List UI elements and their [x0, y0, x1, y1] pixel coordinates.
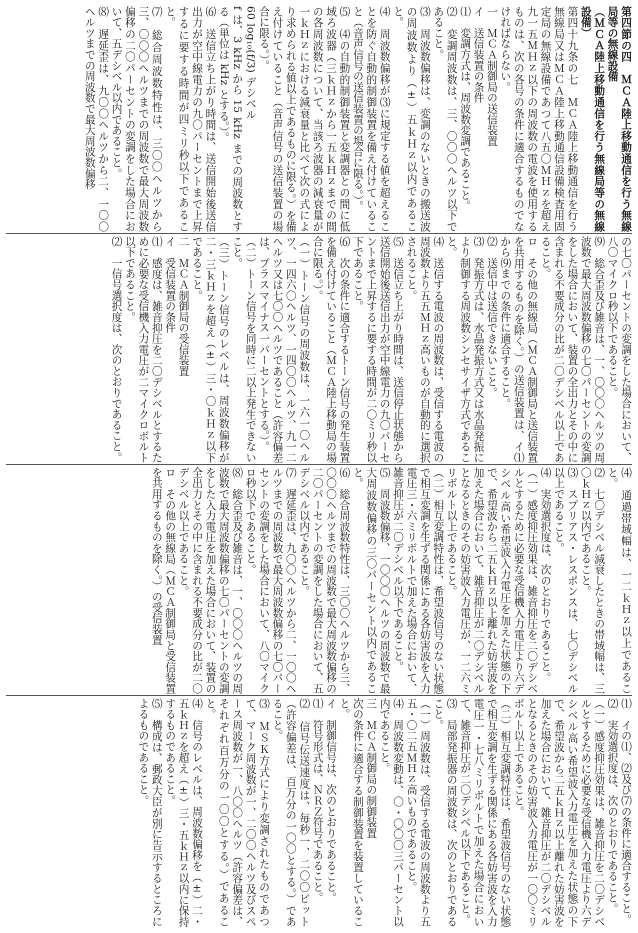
paragraph: 三 ＭＣＡ制御局の制御装置 [365, 698, 378, 839]
paragraph: ⑼ 総合歪及び雑音は、一、〇〇〇ヘルツの周波数で最大周波数偏移の七〇パーセントの変調をした場合において、装置の全出力とその中に含まれる不要成分の比が二〇デシベル以上であること。 [539, 236, 606, 463]
paragraph: ⑸ 構成は、郵政大臣が別に告示するところによるものであること。 [137, 698, 163, 927]
tier-3-text [6, 467, 632, 694]
paragraph: ⑸ 周波数偏移、一〇〇〇ヘルツの周波数で最大周波数偏移の三〇パーセント以内であること。 [351, 467, 391, 694]
paragraph: ⑵ 信号伝送速度は、毎秒一、二〇〇ビット（許容偏差は、百万分の一〇〇とする。）であること。 [271, 698, 311, 927]
text-tier-2 [6, 236, 632, 463]
paragraph: （三）トーン信号のレベルは、周波数偏移が二・三ｋＨｚを超え（±）三・〇ｋＨｚ以下であること。 [191, 236, 230, 463]
paragraph: f は、3 kHz から 15 kHz までの周波数とする（単位は kHz とする。）。 [217, 6, 244, 232]
paragraph: ⑺ 総合周波数特性は、三〇〇ヘルツから三、〇〇〇ヘルツまでの周波数で最大周波数偏移の二〇パーセントの変調をした場合において、五デシベル以内であること。 [110, 6, 163, 232]
paragraph: ⑺ 遅延歪は、九〇〇ヘルツから二、一〇〇ヘルツまでの周波数で最大周波数偏移の七〇パーセントの変調をした場合において、八〇マイクロ秒以下であること。 [244, 467, 297, 694]
paragraph: ⑷ 送信する電波の周波数は、受信する電波の周波数より五五ＭＨｚ高いものが自動的に選択されること。 [405, 236, 445, 463]
paragraph: （一）トーン信号の周波数は、一六一〇ヘルツ、一四六〇ヘルツ、一四〇〇ヘルツ、九一二ヘルツ又は七〇〇ヘルツであること（許容偏差は、プラスマイナス一パーセントとする。）。 [258, 236, 311, 463]
tier-4-text [6, 698, 632, 927]
paragraph: ⑵ 七〇デシベル減衰したときの帯域幅は、三〇ｋＨｚ以内であること。 [579, 467, 606, 694]
paragraph: イ 制御信号は、次のとおりであること。 [325, 698, 338, 904]
paragraph: ⑷ 実効選択度は、次のとおりであること。 [539, 467, 552, 683]
paragraph: （一）感度抑圧効果は、雑音抑圧を二〇デシベルとするために必要な受信機入力電圧より六デシベル高い希望波入力電圧を加えた状態の下で、希望波から二五ｋＨｚ以上離れた妨害波を加えた場合において、雑音抑圧が二〇デシベルとなるときのその妨害波入力電圧が一〇〇ミリボルト以上であること。 [512, 698, 606, 927]
paragraph: の七〇パーセントの変調をした場合において、八〇マイクロ秒以下であること。 [606, 236, 632, 463]
tier-divider [6, 233, 632, 234]
paragraph: ⑴ 感度は、雑音抑圧を二〇デシベルとするために必要な受信機入力電圧が二マイクロボルト以下であること。 [123, 236, 163, 463]
paragraph: （二）相互変調特性は、希望波信号のない状態で相互変調を生ずる関係にある各妨害波を入力電圧一・七八ミリボルトで加えた場合において、雑音抑圧が二〇デシベル以下であること。 [459, 698, 512, 927]
paragraph: （二）相互変調特性は、希望波信号のない状態で相互変調を生ずる関係にある各妨害波を入力電圧三・六ミリボルトで加えた場合において、雑音抑圧が二〇デシベル以下であること。 [392, 467, 445, 694]
paragraph: ⑶ スプリアス・レスポンスは、七〇デシベル以上であること。 [552, 467, 579, 694]
paragraph: ⑶ 周波数偏移は、変調のないときの搬送波の周波数より（±）五ｋＨｚ以内であること。 [392, 6, 431, 232]
paragraph: ⑶ 発振方式は、水晶発振方式又は水晶発振により制御する周波数シンセサイザ方式であること。 [445, 236, 485, 463]
paragraph: ⑷ 信号のレベルは、周波数偏移を（±）二・五ｋＨｚを超え（±）三・五ｋＨｚ以内に保持するものであること。 [164, 698, 203, 927]
paragraph: ロ その他の無線局（ＭＣＡ制御局と送信装置を共用するものを除く。）の送信装置は、イ⑴から⑼までの条件に適合すること。 [499, 236, 539, 463]
text-tier-3 [6, 467, 632, 694]
paragraph: ⑹ 送信立ち上がり時間は、送信開始後送信出力が空中線電力の九〇パーセントまで上昇するに要する時間が四ミリ秒以下であること。 [164, 6, 217, 232]
paragraph: （一）感度抑圧効果は、雑音抑圧を二〇デシベルとするために必要な受信機入力電圧より六デシベル高い希望波入力電圧を加えた状態の下で、希望波から二五ｋＨｚ以上離れた妨害波を加えた場合において、雑音抑圧が二〇デシベルとなるときのその妨害波入力電圧が、一二六ミリボルト以上であること。 [445, 467, 539, 694]
text-tier-4 [6, 698, 632, 927]
paragraph: （一）周波数は、受信する電波の周波数より五五・〇二五ＭＨｚ高いものであること。 [405, 698, 431, 927]
paragraph: （二）トーン信号を同時に二以上発生できないこと。 [231, 236, 257, 463]
paragraph: 第四十九条の七 ＭＣＡ陸上移動通信を行う無線局又はＭＣＡ陸上移動通信設備検査用固定局の無線設備であつて八五〇ＭＨｚを超え九一五ＭＨｚ以下の周波数の電波を使用するものは、次の各号の条件に適合するものでなければならない。 [499, 6, 579, 232]
text-tier-1 [6, 6, 632, 232]
paragraph: ⑴ 符号形式は、ＮＲＺ符号であること。 [311, 698, 324, 904]
paragraph: ⑹ 総合周波数特性は、三〇〇ヘルツから三、〇〇〇ヘルツまでの周波数で最大周波数偏移の二〇パーセントの変調をした場合において、五デシベル以内であること。 [298, 467, 351, 694]
paragraph: ⑴ イの⑴、⑵及び⑺の条件に適合すること。 [620, 698, 632, 925]
paragraph: （ＭＣＡ陸上移動通信を行う無線局等の無線設備） [579, 6, 606, 232]
paragraph: ⑵ 実効選択度は、次のとおりであること。 [606, 698, 619, 914]
tier-divider [6, 464, 632, 465]
paragraph: ⑴ 変調方式は、周波数変調であること。 [459, 6, 472, 212]
tier-divider [6, 695, 632, 696]
paragraph: ⑸ ⑷の自動的制御装置と変調器との間に低域ろ波器（三ｋＨｚから一五ｋＨｚまでの間の各周波数について、当該ろ波器の減衰量が一ｋＨｚにおける減衰量と比べて次の式により求められる値以上であるものに限る。）を備え付けていること（音声信号の送信装置の場合に限る。）。 [258, 6, 351, 232]
paragraph: 二 ＭＣＡ制御局の受信装置 [177, 236, 190, 377]
paragraph: ⑷ 周波数変動は、〇・〇〇〇三パーセント以内であること。 [378, 698, 405, 927]
paragraph: ロ その他の無線局（ＭＣＡ制御局と受信装置を共用するものを除く。）の受信装置 [150, 467, 177, 694]
paragraph: ⑶ ＭＳＫ方式により変調されたものであつて、マーク周波数が一、二〇〇ヘルツ及びスペース周波数が一、八〇〇ヘルツ（許容偏差は、それぞれ百万分の一〇〇とする。）であること。 [204, 698, 271, 927]
paragraph: 第四節の四 ＭＣＡ陸上移動通信を行う無線局等の無線設備 [606, 6, 632, 232]
paragraph: イ 受信装置の条件 [164, 236, 177, 334]
paragraph: ⑸ 送信立ち上がり時間は、送信停止状態から送信開始後送信出力が空中線電力の九〇パーセントまで上昇するに要する時間が二〇ミリ秒以下であること。 [351, 236, 405, 463]
paragraph: ⑷ 通過帯域幅は、一二ｋＨｚ以上であること。 [606, 467, 632, 694]
tier-1-text [6, 6, 632, 232]
paragraph: イ 送信装置の条件 [472, 6, 485, 104]
paragraph: 60 log₁₀(f/3) デシベル [244, 6, 257, 120]
paragraph: ⑵ 送信中は送信できないこと。 [485, 236, 498, 398]
paragraph: ⑹ 次の条件に適合するトーン信号の発生装置を備え付けていること（ＭＣＡ陸上移動局の場合に限る。）。 [311, 236, 351, 463]
tier-2-text [6, 236, 632, 463]
paragraph: 次の条件に適合する制御装置を装置していること。 [338, 698, 364, 927]
paragraph: ⑻ 遅延歪は、九〇〇ヘルツから二、一〇〇ヘルツまでの周波数で最大周波数偏移 [83, 6, 110, 232]
paragraph: ⑶ 局部発振器の周波数は、次のとおりであること。 [432, 698, 458, 927]
paragraph: ⑷ 周波数偏移が⑶に規定する値を超えることを防ぐ自動的制御装置を備え付けていること（音声信号の送信装置の場合に限る。）。 [351, 6, 391, 232]
paragraph: ⑵ 変調周波数は、三、〇〇〇ヘルツ以下であること。 [432, 6, 458, 232]
paragraph: ⑻ 総合歪及び雑音は、一、〇〇〇ヘルツの周波数で最大周波数偏移の七〇パーセントの変調をした入力電圧を加えた場合において、装置の全出力とその中に含まれる不要成分の比が二〇デシベル以上であること。 [177, 467, 244, 694]
paragraph: ⑵ 一信号選択度は、次のとおりであること。 [110, 236, 123, 463]
paragraph: 一 ＭＣＡ制御局の送信装置 [485, 6, 498, 147]
